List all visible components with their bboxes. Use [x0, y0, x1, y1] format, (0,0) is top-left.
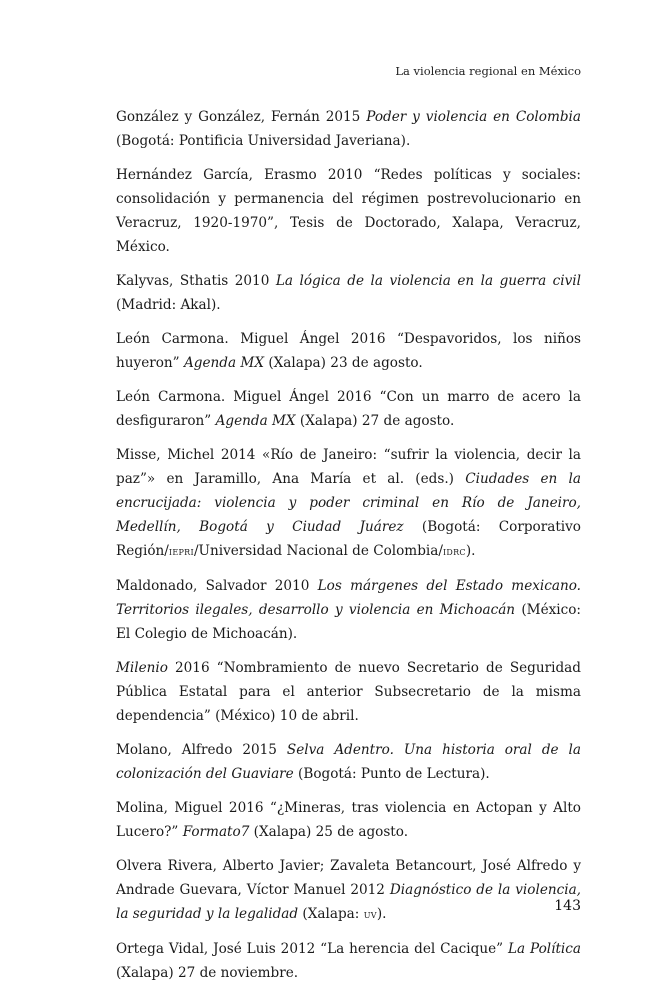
- bibliography-entry: [116, 385, 581, 433]
- page-number: 143: [554, 898, 581, 914]
- entry-title: Formato7: [182, 824, 250, 840]
- entry-title: Agenda MX: [215, 413, 296, 429]
- bibliography-entry: [116, 327, 581, 375]
- bibliography-entry: [116, 443, 581, 564]
- bibliography-entry: [116, 105, 581, 153]
- entry-text: (Xalapa) 25 de agosto.: [249, 824, 409, 840]
- entry-title: La lógica de la violencia en la guerra civil: [275, 273, 582, 289]
- bibliography-entry: [116, 738, 581, 786]
- entry-acronym: idrc: [442, 545, 466, 558]
- entry-title: Los márgenes del Estado mexicano. Territorios ilegales, desarrollo y violencia en Michoacán: [116, 578, 581, 618]
- entry-text: (Bogotá: Corporativo Región/: [116, 519, 581, 559]
- entry-text: (Xalapa) 27 de agosto.: [295, 413, 455, 429]
- entry-text: 2016 “Nombramiento de nuevo Secretario de Seguridad Pública Estatal para el anterior Subsecretario de la misma dependencia” (México) 10 de abril.: [116, 660, 581, 724]
- entry-text: Molano, Alfredo 2015: [116, 742, 287, 758]
- bibliography-entry: [116, 937, 581, 985]
- entry-text: Molina, Miguel 2016 “¿Mineras, tras violencia en Actopan y Alto Lucero?”: [116, 800, 581, 840]
- bibliography-entry: [116, 269, 581, 317]
- bibliography-list: [116, 105, 581, 995]
- entry-text: Misse, Michel 2014 «Río de Janeiro: “sufrir la violencia, decir la paz”» en Jaramillo, Ana María et al. (eds.): [116, 447, 581, 487]
- entry-title: Diagnóstico de la violencia, la seguridad y la legalidad: [116, 882, 582, 922]
- bibliography-entry: [116, 796, 581, 844]
- entry-text: (Bogotá: Punto de Lectura).: [293, 766, 490, 782]
- entry-text: (México: El Colegio de Michoacán).: [116, 602, 582, 642]
- entry-text: Ortega Vidal, José Luis 2012 “La herencia del Cacique”: [116, 941, 508, 957]
- running-header: La violencia regional en México: [395, 64, 581, 78]
- entry-text: (Xalapa) 27 de noviembre.: [116, 965, 299, 981]
- entry-text: (Xalapa) 23 de agosto.: [264, 355, 423, 371]
- entry-title: Milenio: [116, 660, 168, 676]
- bibliography-entry: [116, 854, 581, 927]
- entry-text: ).: [465, 543, 476, 559]
- entry-text: (Xalapa:: [298, 906, 364, 922]
- entry-text: León Carmona. Miguel Ángel 2016 “Despavoridos, los niños huyeron”: [116, 331, 581, 371]
- bibliography-entry: [116, 163, 581, 259]
- entry-title: Ciudades en la encrucijada: violencia y poder criminal en Río de Janeiro, Medellín, Bogotá y Ciudad Juárez: [116, 471, 582, 535]
- entry-text: /Universidad Nacional de Colombia/: [193, 543, 443, 559]
- entry-acronym: uv: [363, 908, 377, 921]
- entry-text: Maldonado, Salvador 2010: [116, 578, 318, 594]
- entry-title: Selva Adentro. Una historia oral de la colonización del Guaviare: [116, 742, 581, 782]
- entry-text: León Carmona. Miguel Ángel 2016 “Con un marro de acero la desfiguraron”: [116, 389, 581, 429]
- entry-title: Poder y violencia en Colombia: [366, 109, 581, 125]
- bibliography-entry: [116, 574, 581, 646]
- entry-title: La Política: [507, 941, 581, 957]
- entry-text: ).: [376, 906, 387, 922]
- entry-text: Olvera Rivera, Alberto Javier; Zavaleta Betancourt, José Alfredo y Andrade Guevara, Víctor Manuel 2012: [116, 858, 581, 898]
- entry-text: Hernández García, Erasmo 2010 “Redes políticas y sociales: consolidación y permanencia del régimen postrevolucionario en Veracruz, 1920-1970”, Tesis de Doctorado, Xalapa, Veracruz, México.: [116, 167, 581, 255]
- entry-acronym: iepri: [168, 545, 194, 558]
- entry-text: (Bogotá: Pontificia Universidad Javeriana).: [116, 133, 411, 149]
- entry-text: (Madrid: Akal).: [116, 297, 221, 313]
- bibliography-entry: [116, 656, 581, 728]
- entry-text: González y González, Fernán 2015: [116, 109, 367, 125]
- entry-title: Agenda MX: [183, 355, 264, 371]
- entry-text: Kalyvas, Sthatis 2010: [116, 273, 276, 289]
